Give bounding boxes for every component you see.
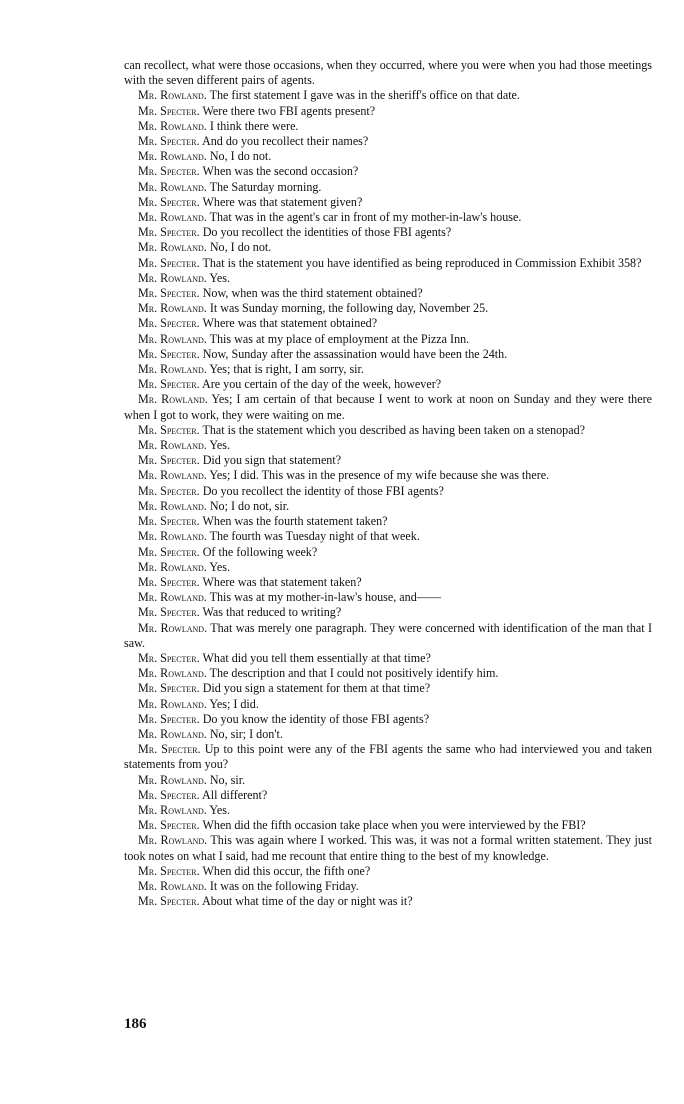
speech-text: Yes. (209, 559, 230, 574)
dialogue-paragraph (124, 225, 652, 240)
speech-text: No, sir. (209, 772, 246, 787)
dialogue-paragraph (124, 468, 652, 483)
dialogue-paragraph (124, 210, 652, 225)
dialogue-paragraph (124, 697, 652, 712)
dialogue-paragraph (124, 803, 652, 818)
speaker-label: Mr. Rowland. (138, 498, 207, 513)
dialogue-paragraph (124, 316, 652, 331)
dialogue-paragraph (124, 301, 652, 316)
speaker-label: Mr. Specter. (138, 225, 200, 240)
speech-text: And do you recollect their names? (202, 134, 369, 149)
speaker-label: Mr. Specter. (138, 422, 200, 437)
speaker-label: Mr. Rowland. (138, 772, 207, 787)
speech-text: What did you tell them essentially at that time? (202, 650, 431, 665)
dialogue-paragraph (124, 605, 652, 620)
speaker-label: Mr. Rowland. (138, 438, 207, 453)
speaker-label: Mr. Specter. (138, 818, 200, 833)
speaker-label: Mr. Specter. (138, 544, 200, 559)
speaker-label: Mr. Rowland. (138, 88, 207, 103)
speaker-label: Mr. Specter. (138, 483, 200, 498)
speech-text: Did you sign a statement for them at that time? (202, 681, 431, 696)
speaker-label: Mr. Specter. (138, 103, 200, 118)
speech-text: Where was that statement taken? (202, 574, 362, 589)
dialogue-paragraph (124, 377, 652, 392)
speech-text: Were there two FBI agents present? (202, 103, 376, 118)
speech-text: Yes; I am certain of that because I went to work at noon on Sunday and they were there when I got to work, they were waiting on me. (124, 392, 652, 422)
dialogue-paragraph (124, 286, 652, 301)
speaker-label: Mr. Rowland. (138, 301, 207, 316)
speaker-label: Mr. Specter. (138, 255, 200, 270)
dialogue-paragraph (124, 438, 652, 453)
speech-text: Now, Sunday after the assassination would have been the 24th. (202, 346, 508, 361)
dialogue-paragraph (124, 119, 652, 134)
speech-text: It was on the following Friday. (209, 878, 359, 893)
speech-text: Yes. (209, 270, 230, 285)
speech-text: Do you recollect the identity of those FBI agents? (202, 483, 444, 498)
speaker-label: Mr. Specter. (138, 316, 200, 331)
dialogue-paragraph (124, 423, 652, 438)
speech-text: I think there were. (209, 118, 299, 133)
speaker-label: Mr. Specter. (138, 681, 200, 696)
speech-text: Are you certain of the day of the week, however? (202, 377, 442, 392)
dialogue-paragraph (124, 180, 652, 195)
speaker-label: Mr. Specter. (138, 194, 200, 209)
dialogue-list (124, 88, 652, 909)
dialogue-paragraph (124, 621, 652, 651)
dialogue-paragraph (124, 240, 652, 255)
speech-text: Yes; I did. This was in the presence of my wife because she was there. (209, 468, 550, 483)
speech-text: Now, when was the third statement obtained? (202, 286, 423, 301)
speaker-label: Mr. Specter. (138, 286, 200, 301)
dialogue-paragraph (124, 88, 652, 103)
dialogue-paragraph (124, 727, 652, 742)
speaker-label: Mr. Rowland. (138, 878, 207, 893)
speech-text: The first statement I gave was in the sheriff's office on that date. (209, 88, 520, 103)
dialogue-paragraph (124, 575, 652, 590)
speech-text: It was Sunday morning, the following day, November 25. (209, 301, 489, 316)
speech-text: Do you know the identity of those FBI agents? (202, 711, 430, 726)
speaker-label: Mr. Rowland. (138, 696, 207, 711)
speech-text: When did the fifth occasion take place when you were interviewed by the FBI? (202, 818, 586, 833)
speech-text: Yes; I did. (209, 696, 259, 711)
speaker-label: Mr. Specter. (138, 134, 200, 149)
speaker-label: Mr. Specter. (138, 514, 200, 529)
speaker-label: Mr. Rowland. (138, 240, 207, 255)
speech-text: Yes. (209, 802, 230, 817)
dialogue-paragraph (124, 773, 652, 788)
speaker-label: Mr. Rowland. (138, 362, 207, 377)
speech-text: The Saturday morning. (209, 179, 322, 194)
speech-text: No, I do not. (209, 149, 272, 164)
speaker-label: Mr. Rowland. (138, 210, 207, 225)
dialogue-paragraph (124, 864, 652, 879)
dialogue-paragraph (124, 347, 652, 362)
speech-text: No; I do not, sir. (209, 498, 290, 513)
dialogue-paragraph (124, 651, 652, 666)
speech-text: The fourth was Tuesday night of that week. (209, 529, 420, 544)
speech-text: No, sir; I don't. (209, 726, 283, 741)
speech-text: All different? (202, 787, 268, 802)
speaker-label: Mr. Rowland. (138, 620, 208, 635)
speech-text: Where was that statement given? (202, 194, 363, 209)
speaker-label: Mr. Specter. (138, 377, 200, 392)
dialogue-paragraph (124, 712, 652, 727)
speaker-label: Mr. Specter. (138, 650, 200, 665)
dialogue-paragraph (124, 392, 652, 422)
speaker-label: Mr. Specter. (138, 863, 200, 878)
dialogue-paragraph (124, 590, 652, 605)
speech-text: Where was that statement obtained? (202, 316, 378, 331)
speech-text: No, I do not. (209, 240, 272, 255)
speech-text: Did you sign that statement? (202, 453, 342, 468)
speaker-label: Mr. Rowland. (138, 590, 207, 605)
transcript-page (124, 58, 652, 909)
speech-text: About what time of the day or night was it? (202, 894, 413, 909)
dialogue-paragraph (124, 164, 652, 179)
dialogue-paragraph (124, 332, 652, 347)
dialogue-paragraph (124, 545, 652, 560)
dialogue-paragraph (124, 453, 652, 468)
speech-text: The description and that I could not positively identify him. (209, 666, 499, 681)
dialogue-paragraph (124, 818, 652, 833)
speaker-label: Mr. Specter. (138, 742, 201, 757)
dialogue-paragraph (124, 894, 652, 909)
speech-text: That is the statement which you described as having been taken on a stenopad? (202, 422, 585, 437)
dialogue-paragraph (124, 514, 652, 529)
speaker-label: Mr. Specter. (138, 346, 200, 361)
page-number: 186 (124, 1016, 147, 1032)
speaker-label: Mr. Specter. (138, 605, 200, 620)
speaker-label: Mr. Rowland. (138, 118, 207, 133)
dialogue-paragraph (124, 833, 652, 863)
dialogue-paragraph (124, 499, 652, 514)
speech-text: This was again where I worked. This was, it was not a formal written statement. They just took notes on what I said, had me recount that entire thing to the best of my knowledge. (124, 833, 652, 863)
speech-text: Of the following week? (202, 544, 318, 559)
opening-paragraph: can recollect, what were those occasions, when they occurred, where you were when you had those meetings with the seven different pairs of agents. (124, 58, 652, 88)
speech-text: Up to this point were any of the FBI agents the same who had interviewed you and taken statements from you? (124, 742, 652, 772)
dialogue-paragraph (124, 256, 652, 271)
dialogue-paragraph (124, 788, 652, 803)
speech-text: When was the second occasion? (202, 164, 359, 179)
speaker-label: Mr. Rowland. (138, 833, 208, 848)
dialogue-paragraph (124, 560, 652, 575)
dialogue-paragraph (124, 681, 652, 696)
speech-text: That was in the agent's car in front of my mother-in-law's house. (209, 210, 522, 225)
dialogue-paragraph (124, 271, 652, 286)
speaker-label: Mr. Rowland. (138, 666, 207, 681)
speaker-label: Mr. Specter. (138, 574, 200, 589)
speech-text: Do you recollect the identities of those FBI agents? (202, 225, 452, 240)
speech-text: Yes; that is right, I am sorry, sir. (209, 362, 364, 377)
speaker-label: Mr. Rowland. (138, 726, 207, 741)
speech-text: When was the fourth statement taken? (202, 514, 388, 529)
dialogue-paragraph (124, 742, 652, 772)
speaker-label: Mr. Rowland. (138, 529, 207, 544)
speaker-label: Mr. Rowland. (138, 179, 207, 194)
dialogue-paragraph (124, 362, 652, 377)
speaker-label: Mr. Rowland. (138, 559, 207, 574)
speaker-label: Mr. Specter. (138, 711, 200, 726)
speaker-label: Mr. Rowland. (138, 392, 208, 407)
speaker-label: Mr. Specter. (138, 164, 200, 179)
speech-text: When did this occur, the fifth one? (202, 863, 371, 878)
speaker-label: Mr. Specter. (138, 787, 200, 802)
speech-text: This was at my place of employment at the Pizza Inn. (209, 331, 470, 346)
speech-text: That was merely one paragraph. They were concerned with identification of the man that I saw. (124, 620, 652, 650)
speech-text: Was that reduced to writing? (202, 605, 342, 620)
speaker-label: Mr. Rowland. (138, 149, 207, 164)
dialogue-paragraph (124, 529, 652, 544)
speech-text: This was at my mother-in-law's house, and—— (209, 590, 441, 605)
speech-text: Yes. (209, 438, 230, 453)
dialogue-paragraph (124, 879, 652, 894)
dialogue-paragraph (124, 134, 652, 149)
dialogue-paragraph (124, 484, 652, 499)
dialogue-paragraph (124, 149, 652, 164)
dialogue-paragraph (124, 195, 652, 210)
speaker-label: Mr. Rowland. (138, 468, 207, 483)
speech-text: That is the statement you have identified as being reproduced in Commission Exhibit 358? (202, 255, 642, 270)
speaker-label: Mr. Rowland. (138, 331, 207, 346)
speaker-label: Mr. Specter. (138, 453, 200, 468)
speaker-label: Mr. Rowland. (138, 270, 207, 285)
speaker-label: Mr. Specter. (138, 894, 200, 909)
dialogue-paragraph (124, 666, 652, 681)
dialogue-paragraph (124, 104, 652, 119)
speaker-label: Mr. Rowland. (138, 802, 207, 817)
